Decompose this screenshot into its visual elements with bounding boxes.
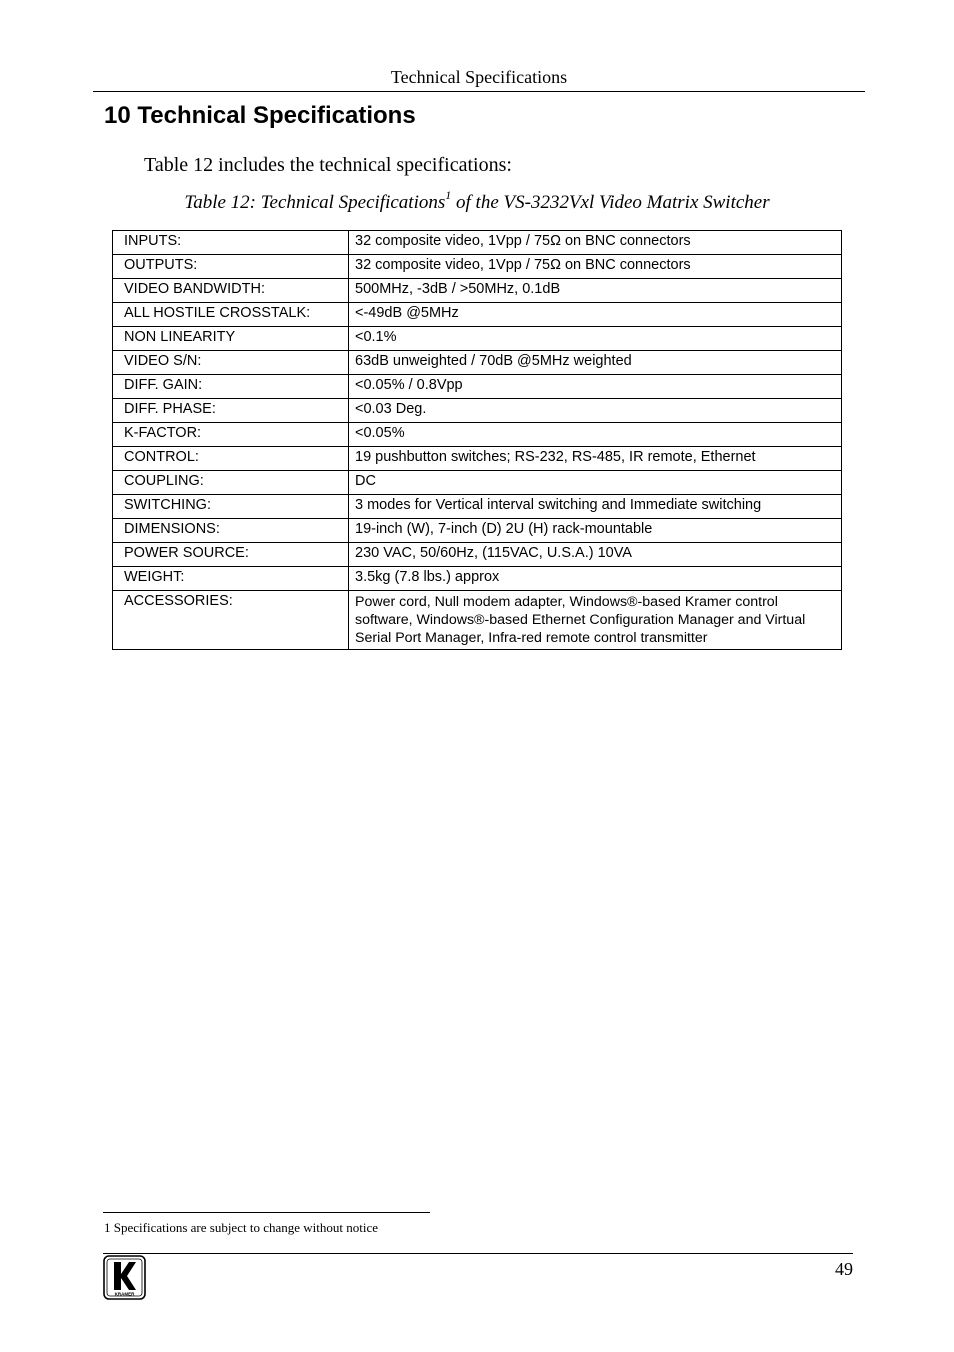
spec-value: 230 VAC, 50/60Hz, (115VAC, U.S.A.) 10VA (349, 543, 842, 567)
footer-rule (103, 1253, 853, 1254)
spec-value: 500MHz, -3dB / >50MHz, 0.1dB (349, 279, 842, 303)
table-row (113, 471, 842, 495)
table-row (113, 255, 842, 279)
spec-label: DIFF. PHASE: (113, 399, 349, 423)
table-row (113, 567, 842, 591)
spec-table-body (113, 231, 842, 650)
spec-label: VIDEO S/N: (113, 351, 349, 375)
spec-value: 3 modes for Vertical interval switching and Immediate switching (349, 495, 842, 519)
spec-label: DIMENSIONS: (113, 519, 349, 543)
table-row (113, 399, 842, 423)
spec-label: VIDEO BANDWIDTH: (113, 279, 349, 303)
spec-value: <0.1% (349, 327, 842, 351)
table-row (113, 543, 842, 567)
spec-label: POWER SOURCE: (113, 543, 349, 567)
table-row (113, 327, 842, 351)
spec-label: WEIGHT: (113, 567, 349, 591)
table-row (113, 303, 842, 327)
logo-text: KRAMER (114, 1291, 135, 1297)
spec-value: 63dB unweighted / 70dB @5MHz weighted (349, 351, 842, 375)
spec-label: NON LINEARITY (113, 327, 349, 351)
table-caption (113, 188, 841, 218)
spec-value: <-49dB @5MHz (349, 303, 842, 327)
spec-value: 19 pushbutton switches; RS-232, RS-485, IR remote, Ethernet (349, 447, 842, 471)
spec-value: 19-inch (W), 7-inch (D) 2U (H) rack-mountable (349, 519, 842, 543)
section-title: 10 Technical Specifications (104, 102, 416, 129)
footnote-separator (103, 1212, 430, 1213)
spec-label: DIFF. GAIN: (113, 375, 349, 399)
table-row (113, 591, 842, 650)
spec-value: DC (349, 471, 842, 495)
table-row (113, 351, 842, 375)
spec-label: SWITCHING: (113, 495, 349, 519)
spec-value: <0.03 Deg. (349, 399, 842, 423)
footnote: 1 Specifications are subject to change without notice (104, 1220, 378, 1235)
table-row (113, 279, 842, 303)
footnote-reference: 1 (445, 188, 452, 202)
spec-value: 3.5kg (7.8 lbs.) approx (349, 567, 842, 591)
spec-label: ALL HOSTILE CROSSTALK: (113, 303, 349, 327)
page-number: 49 (835, 1259, 853, 1279)
caption-text-end: of the VS-3232Vxl Video Matrix Switcher (451, 192, 770, 213)
spec-label: OUTPUTS: (113, 255, 349, 279)
spec-label: INPUTS: (113, 231, 349, 255)
spec-table (112, 230, 842, 650)
spec-value: <0.05% / 0.8Vpp (349, 375, 842, 399)
spec-label: ACCESSORIES: (113, 591, 349, 650)
spec-value: 32 composite video, 1Vpp / 75Ω on BNC connectors (349, 231, 842, 255)
running-header: Technical Specifications (93, 66, 865, 92)
intro-paragraph: Table 12 includes the technical specifications: (144, 154, 512, 176)
table-row (113, 495, 842, 519)
table-row (113, 231, 842, 255)
table-row (113, 519, 842, 543)
spec-value: <0.05% (349, 423, 842, 447)
table-row (113, 375, 842, 399)
kramer-logo-icon (103, 1255, 146, 1300)
caption-text: Table 12: Technical Specifications (184, 192, 446, 213)
spec-label: CONTROL: (113, 447, 349, 471)
spec-label: COUPLING: (113, 471, 349, 495)
spec-value: Power cord, Null modem adapter, Windows®-based Kramer control software, Windows®-based Ethernet Configuration Manager and Virtual Serial Port Manager, Infra-red remote control transmitter (349, 591, 842, 650)
spec-value: 32 composite video, 1Vpp / 75Ω on BNC connectors (349, 255, 842, 279)
table-row (113, 423, 842, 447)
spec-label: K-FACTOR: (113, 423, 349, 447)
table-row (113, 447, 842, 471)
